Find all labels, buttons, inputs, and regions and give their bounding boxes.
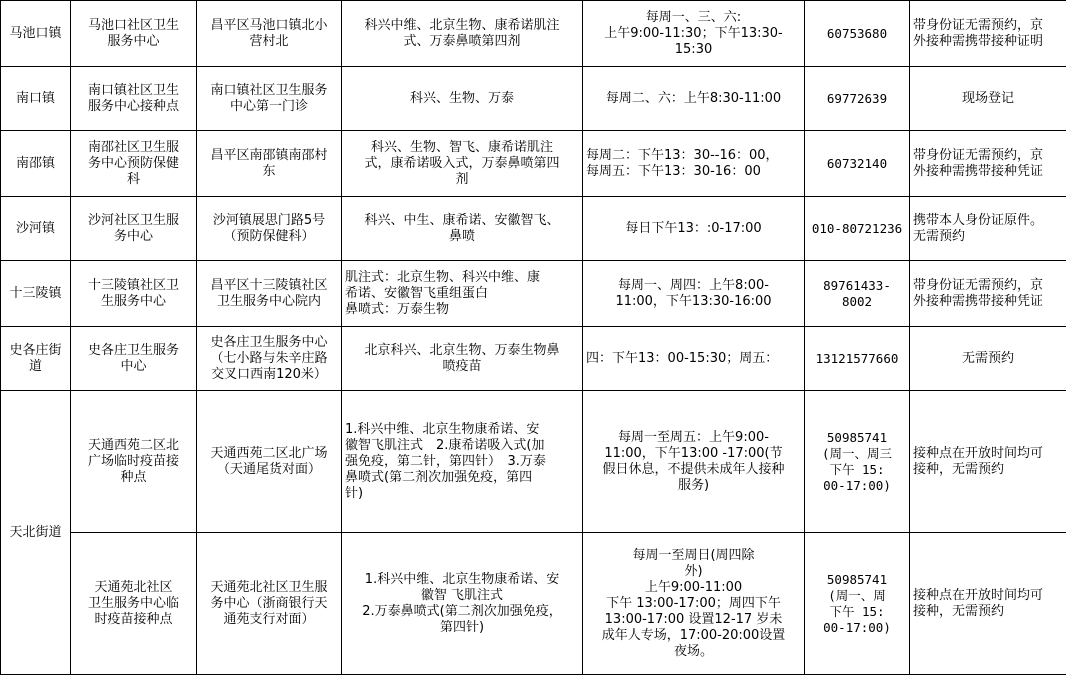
vaccines-cell: 科兴、中生、康希诺、安徽智飞、 鼻喷 [342,197,583,261]
address-cell: 史各庄卫生服务中心 （七小路与朱辛庄路 交叉口西南120米） [197,327,342,391]
note-cell: 接种点在开放时间均可 接种，无需预约 [910,391,1066,533]
hours-cell: 每周一、周四：上午8:00- 11:00，下午13:30-16:00 [583,261,805,327]
town-cell: 十三陵镇 [1,261,71,327]
table-row [1,197,1066,261]
table-row [1,1,1066,67]
site-cell: 马池口社区卫生 服务中心 [71,1,197,67]
hours-cell: 每周一至周五：上午9:00- 11:00，下午13:00 -17:00(节 假日休息，不提供未成年人接种 服务) [583,391,805,533]
vaccines-cell: 1.科兴中维、北京生物康希诺、安 徽智飞肌注式 2.康希诺吸入式(加 强免疫，第二针，第四针） 3.万泰 鼻喷式(第二剂次加强免疫，第四 针) [342,391,583,533]
address-cell: 天通苑北社区卫生服 务中心（浙商银行天 通苑支行对面） [197,533,342,675]
note-cell: 带身份证无需预约，京 外接种需携带接种凭证 [910,261,1066,327]
vaccines-cell: 肌注式：北京生物、科兴中维、康 希诺、安徽智飞重组蛋白 鼻喷式：万泰生物 [342,261,583,327]
phone-cell: 60732140 [805,131,910,197]
site-cell: 天通西苑二区北 广场临时疫苗接 种点 [71,391,197,533]
hours-cell: 每周一、三、六: 上午9:00-11:30；下午13:30- 15:30 [583,1,805,67]
phone-cell: 010-80721236 [805,197,910,261]
vaccines-cell: 科兴、生物、万泰 [342,67,583,131]
phone-cell: 69772639 [805,67,910,131]
table-row [1,67,1066,131]
town-cell: 天北街道 [1,391,71,675]
town-cell: 沙河镇 [1,197,71,261]
address-cell: 昌平区马池口镇北小 营村北 [197,1,342,67]
phone-cell: 50985741 (周一、周 下午 15: 00-17:00) [805,533,910,675]
site-cell: 南口镇社区卫生 服务中心接种点 [71,67,197,131]
hours-cell: 四：下午13：00-15:30；周五： [583,327,805,391]
vaccines-cell: 科兴中维、北京生物、康希诺肌注 式、万泰鼻喷第四剂 [342,1,583,67]
phone-cell: 50985741 (周一、周三 下午 15: 00-17:00) [805,391,910,533]
phone-cell: 89761433- 8002 [805,261,910,327]
phone-cell: 13121577660 [805,327,910,391]
table-row [1,131,1066,197]
note-cell: 携带本人身份证原件。 无需预约 [910,197,1066,261]
site-cell: 南邵社区卫生服 务中心预防保健 科 [71,131,197,197]
address-cell: 沙河镇展思门路5号 （预防保健科） [197,197,342,261]
hours-cell: 每周一至周日(周四除 外) 上午9:00-11:00 下午 13:00-17:00；周四下午 13:00-17:00 设置12-17 岁未 成年人专场，17:00-20:00设置 夜场。 [583,533,805,675]
vaccines-cell: 1.科兴中维、北京生物康希诺、安 徽智 飞肌注式 2.万泰鼻喷式(第二剂次加强免疫， 第四针) [342,533,583,675]
site-cell: 史各庄卫生服务 中心 [71,327,197,391]
site-cell: 沙河社区卫生服 务中心 [71,197,197,261]
site-cell: 十三陵镇社区卫 生服务中心 [71,261,197,327]
town-cell: 史各庄街 道 [1,327,71,391]
vaccines-cell: 北京科兴、北京生物、万泰生物鼻 喷疫苗 [342,327,583,391]
table-row [1,391,1066,533]
table-row [1,533,1066,675]
phone-cell: 60753680 [805,1,910,67]
town-cell: 南口镇 [1,67,71,131]
address-cell: 南口镇社区卫生服务 中心第一门诊 [197,67,342,131]
note-cell: 现场登记 [910,67,1066,131]
address-cell: 天通西苑二区北广场 （天通尾货对面） [197,391,342,533]
table-row [1,261,1066,327]
hours-cell: 每周二、六：上午8:30-11:00 [583,67,805,131]
address-cell: 昌平区十三陵镇社区 卫生服务中心院内 [197,261,342,327]
hours-cell: 每周二：下午13：30--16：00， 每周五：下午13：30-16：00 [583,131,805,197]
table-row [1,327,1066,391]
note-cell: 带身份证无需预约，京 外接种需携带接种凭证 [910,131,1066,197]
site-cell: 天通苑北社区 卫生服务中心临 时疫苗接种点 [71,533,197,675]
vaccines-cell: 科兴、生物、智飞、康希诺肌注 式，康希诺吸入式，万泰鼻喷第四 剂 [342,131,583,197]
address-cell: 昌平区南邵镇南邵村 东 [197,131,342,197]
note-cell: 接种点在开放时间均可 接种，无需预约 [910,533,1066,675]
hours-cell: 每日下午13：:0-17:00 [583,197,805,261]
town-cell: 马池口镇 [1,1,71,67]
town-cell: 南邵镇 [1,131,71,197]
note-cell: 无需预约 [910,327,1066,391]
note-cell: 带身份证无需预约，京 外接种需携带接种证明 [910,1,1066,67]
